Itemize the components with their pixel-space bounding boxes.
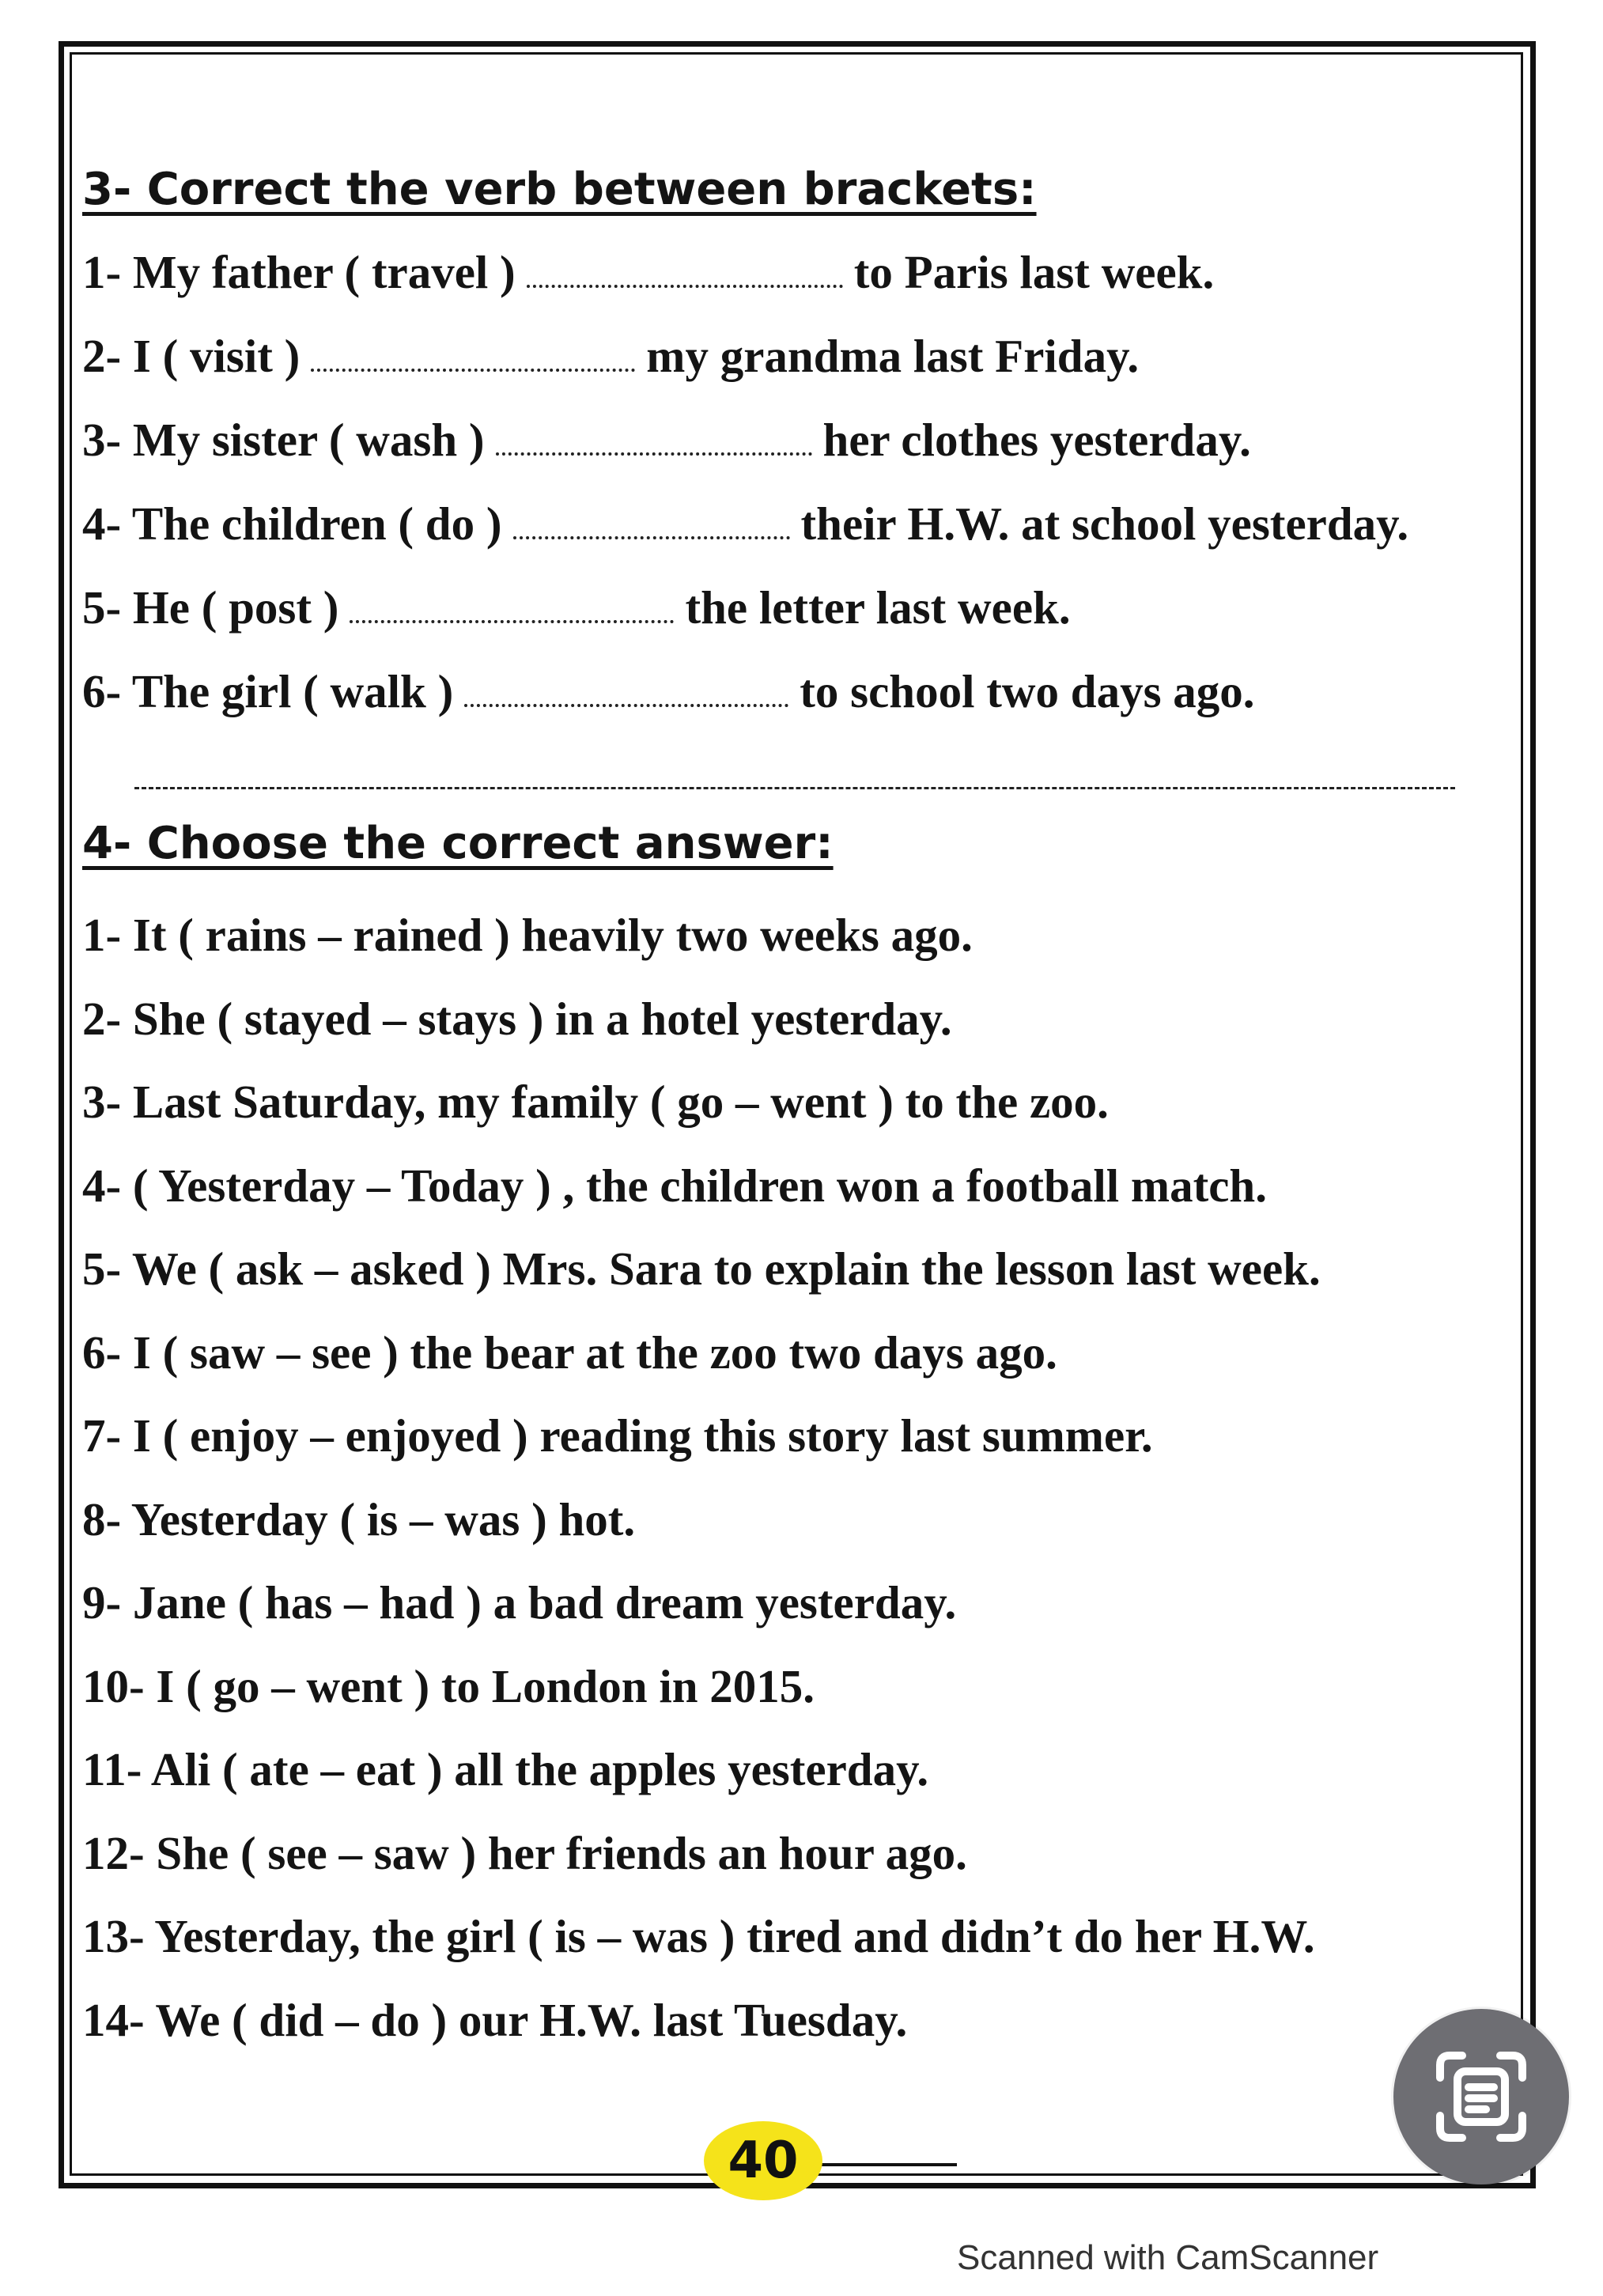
section-correct-verb bbox=[82, 154, 1408, 733]
exercise-item: 13- Yesterday, the girl ( is – was ) tired and didn’t do her H.W. bbox=[82, 1910, 1315, 1962]
exercise-item: 10- I ( go – went ) to London in 2015. bbox=[82, 1659, 815, 1712]
exercise-item bbox=[82, 565, 1408, 649]
answer-blank[interactable] bbox=[496, 424, 812, 456]
scanner-watermark: Scanned with CamScanner bbox=[957, 2238, 1379, 2277]
exercise-item: 6- I ( saw – see ) the bear at the zoo two days ago. bbox=[82, 1326, 1057, 1379]
answer-blank[interactable] bbox=[464, 675, 788, 707]
item-text-before: 3- My sister ( wash ) bbox=[82, 414, 485, 466]
section-divider bbox=[134, 787, 1455, 789]
answer-blank[interactable] bbox=[350, 592, 674, 623]
exercise-item: 8- Yesterday ( is – was ) hot. bbox=[82, 1492, 636, 1545]
exercise-item: 11- Ali ( ate – eat ) all the apples yesterday. bbox=[82, 1743, 929, 1795]
exercise-item: 1- It ( rains – rained ) heavily two weeks ago. bbox=[82, 909, 973, 961]
exercise-item: 12- She ( see – saw ) her friends an hour ago. bbox=[82, 1826, 967, 1879]
exercise-item bbox=[82, 230, 1408, 314]
exercise-item: 7- I ( enjoy – enjoyed ) reading this story last summer. bbox=[82, 1409, 1153, 1462]
item-text-before: 2- I ( visit ) bbox=[82, 330, 301, 382]
item-text-after: her clothes yesterday. bbox=[822, 414, 1251, 466]
exercise-item bbox=[82, 314, 1408, 398]
page-number-rule bbox=[807, 2163, 957, 2166]
exercise-item bbox=[82, 482, 1408, 565]
exercise-item bbox=[82, 398, 1408, 482]
item-text-after: to Paris last week. bbox=[853, 246, 1215, 298]
item-text-before: 4- The children ( do ) bbox=[82, 497, 502, 550]
item-text-after: the letter last week. bbox=[685, 581, 1071, 634]
scan-button[interactable] bbox=[1393, 2009, 1569, 2184]
exercise-item: 5- We ( ask – asked ) Mrs. Sara to explain the lesson last week. bbox=[82, 1243, 1321, 1295]
page-number-badge: 40 bbox=[704, 2121, 822, 2200]
exercise-item: 4- ( Yesterday – Today ) , the children won a football match. bbox=[82, 1159, 1267, 1212]
item-text-before: 6- The girl ( walk ) bbox=[82, 665, 454, 717]
item-text-after: their H.W. at school yesterday. bbox=[800, 497, 1409, 550]
item-text-before: 5- He ( post ) bbox=[82, 581, 339, 634]
answer-blank[interactable] bbox=[513, 508, 790, 539]
answer-blank[interactable] bbox=[527, 256, 843, 288]
exercise-item: 14- We ( did – do ) our H.W. last Tuesday. bbox=[82, 1993, 908, 2046]
exercise-item bbox=[82, 649, 1408, 733]
section-choose-answer bbox=[82, 808, 1321, 2062]
item-text-after: my grandma last Friday. bbox=[646, 330, 1140, 382]
answer-blank[interactable] bbox=[311, 340, 635, 372]
section-title: 4- Choose the correct answer: bbox=[82, 818, 834, 869]
section-title: 3- Correct the verb between brackets: bbox=[82, 164, 1037, 215]
exercise-item: 9- Jane ( has – had ) a bad dream yesterday. bbox=[82, 1576, 957, 1628]
document-scan-icon bbox=[1431, 2046, 1532, 2147]
item-text-after: to school two days ago. bbox=[800, 665, 1255, 717]
item-text-before: 1- My father ( travel ) bbox=[82, 246, 516, 298]
exercise-item: 3- Last Saturday, my family ( go – went ) to the zoo. bbox=[82, 1076, 1109, 1128]
exercise-item: 2- She ( stayed – stays ) in a hotel yesterday. bbox=[82, 992, 952, 1045]
